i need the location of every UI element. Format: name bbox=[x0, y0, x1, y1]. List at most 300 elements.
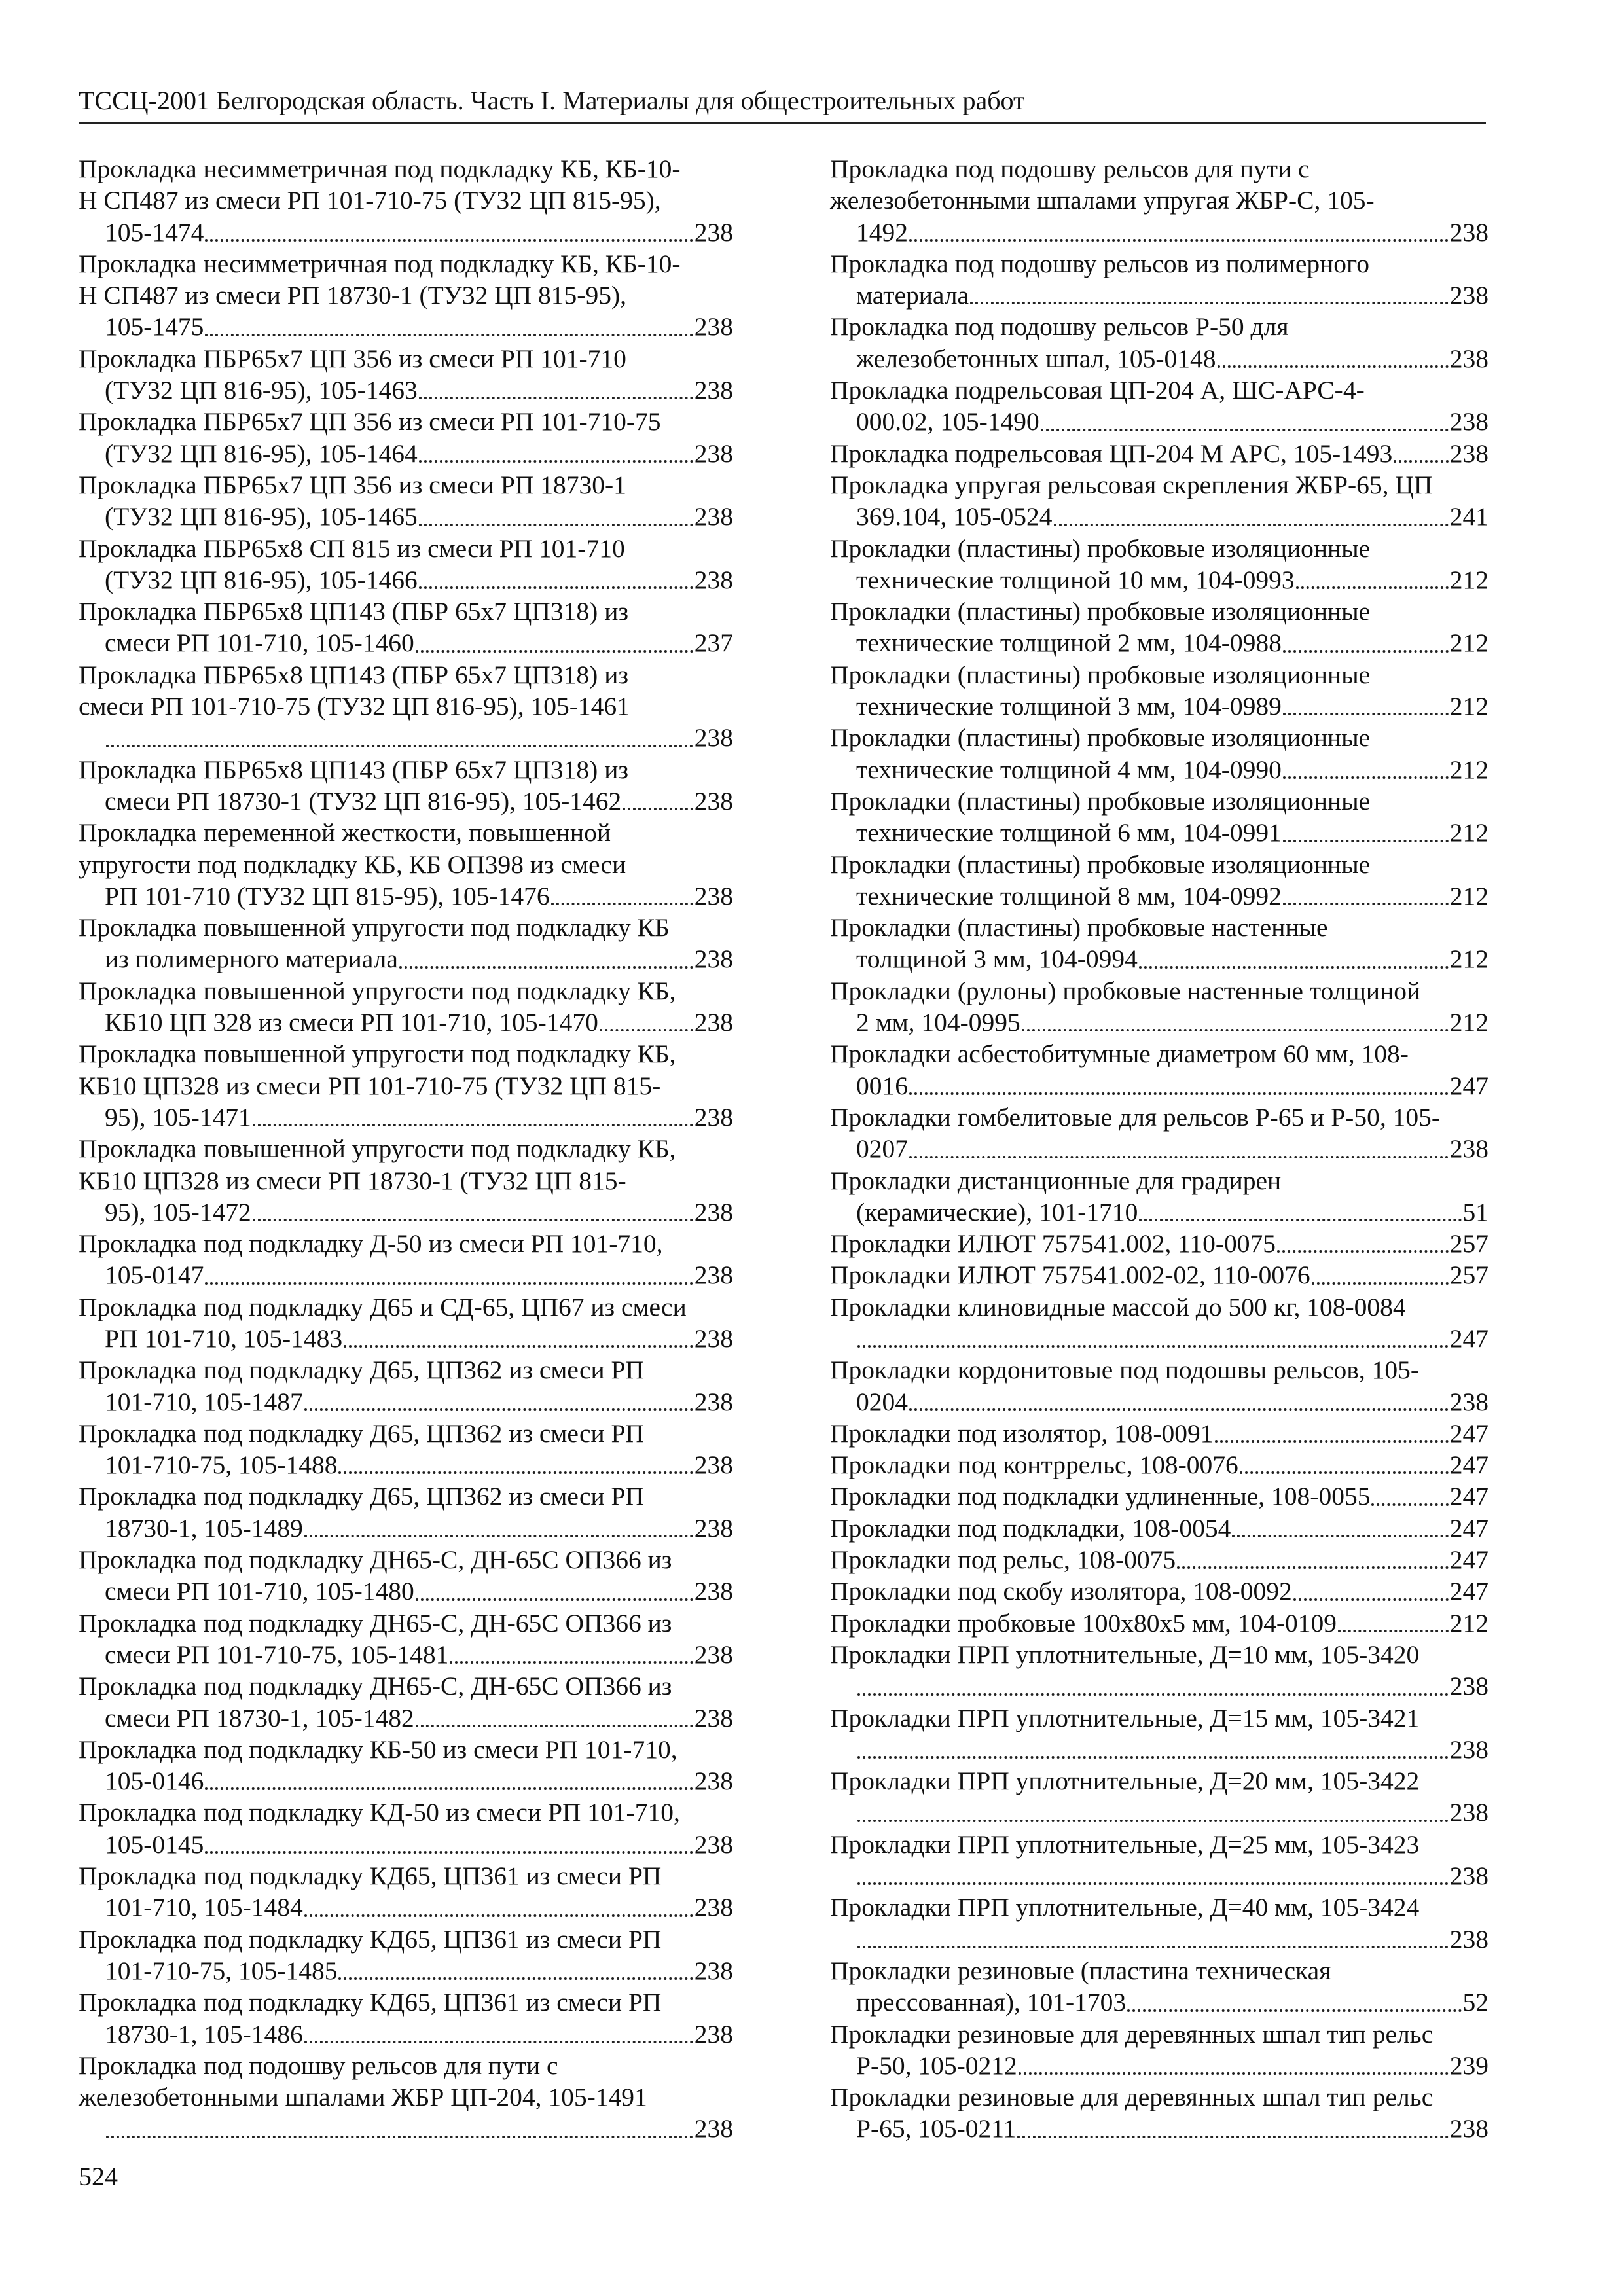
entry-text-line: Прокладки (пластины) пробковые изоляционные bbox=[830, 850, 1371, 879]
entry-tail bbox=[856, 754, 1489, 785]
entry-page-number: 237 bbox=[694, 628, 733, 658]
entry-text-line: Прокладки ПРП уплотнительные, Д=10 мм, 105-3420 bbox=[830, 1640, 1420, 1669]
entry-tail bbox=[105, 1955, 733, 1986]
entry-page-number: 241 bbox=[1449, 502, 1489, 531]
entry-tail bbox=[856, 817, 1489, 848]
entry-tail bbox=[105, 1702, 733, 1734]
entry-text-line: технические толщиной 4 мм, 104-0990 bbox=[856, 755, 1282, 784]
entry-text-line: 1492 bbox=[856, 217, 908, 247]
dot-leader bbox=[1022, 1029, 1449, 1031]
index-entry bbox=[79, 469, 733, 533]
entry-text-line: (ТУ32 ЦП 816-95), 105-1463 bbox=[105, 376, 418, 405]
entry-text-line: КБ10 ЦП 328 из смеси РП 101-710, 105-1470 bbox=[105, 1008, 598, 1037]
dot-leader bbox=[1218, 365, 1449, 368]
entry-tail bbox=[105, 785, 733, 817]
index-entry bbox=[830, 1480, 1489, 1512]
dot-leader bbox=[1338, 1630, 1449, 1632]
entry-page-number: 212 bbox=[1449, 1008, 1489, 1037]
index-entry bbox=[79, 596, 733, 659]
entry-text-line: Прокладка повышенной упругости под подкладку КБ, bbox=[79, 976, 676, 1005]
entry-page-number: 238 bbox=[1449, 1924, 1489, 1954]
index-entry bbox=[830, 374, 1489, 438]
entry-text-line: 18730-1, 105-1486 bbox=[105, 2019, 303, 2049]
entry-tail bbox=[856, 627, 1489, 658]
entry-text-line: 369.104, 105-0524 bbox=[856, 502, 1053, 531]
entry-text-line: Прокладки асбестобитумные диаметром 60 мм, 108- bbox=[830, 1039, 1409, 1069]
entry-text-line: Прокладки под скобу изолятора, 108-0092 bbox=[830, 1577, 1292, 1606]
dot-leader bbox=[909, 1156, 1449, 1158]
header-title: ТССЦ-2001 Белгородская область. Часть I. Материалы для общестроительных работ bbox=[79, 86, 1025, 115]
entry-tail bbox=[856, 1860, 1489, 1892]
entry-tail bbox=[856, 943, 1489, 975]
entry-text-line: Прокладка под подкладку Д65, ЦП362 из смеси РП bbox=[79, 1355, 644, 1385]
dot-leader bbox=[338, 1977, 693, 1980]
entry-text-line: 18730-1, 105-1489 bbox=[105, 1513, 303, 1543]
index-entry bbox=[830, 153, 1489, 248]
entry-text-line: (ТУ32 ЦП 816-95), 105-1466 bbox=[105, 565, 418, 594]
entry-text-line: прессованная), 101-1703 bbox=[856, 1988, 1127, 2017]
index-entry bbox=[79, 1986, 733, 2050]
dot-leader bbox=[1017, 2136, 1448, 2138]
index-entry bbox=[79, 343, 733, 406]
entry-text-line: Прокладки (пластины) пробковые изоляционные bbox=[830, 786, 1371, 816]
entry-page-number: 238 bbox=[694, 1197, 733, 1227]
index-entry bbox=[79, 1924, 733, 1987]
index-entry bbox=[830, 912, 1489, 975]
dot-leader bbox=[1054, 524, 1449, 526]
index-entry bbox=[830, 1544, 1489, 1575]
dot-leader bbox=[909, 1408, 1449, 1411]
dot-leader bbox=[304, 1408, 693, 1411]
entry-text-line: Прокладка под подкладку Д65 и СД-65, ЦП67 из смеси bbox=[79, 1292, 687, 1321]
entry-text-line: Н СП487 из смеси РП 18730-1 (ТУ32 ЦП 815-95), bbox=[79, 281, 626, 310]
index-entry bbox=[79, 1734, 733, 1797]
entry-text-line: смеси РП 101-710, 105-1460 bbox=[105, 628, 414, 658]
dot-leader bbox=[304, 1914, 693, 1917]
entry-text-line: 105-0145 bbox=[105, 1829, 204, 1859]
entry-tail bbox=[105, 1513, 733, 1544]
entry-text-line: Прокладка повышенной упругости под подкладку КБ, bbox=[79, 1134, 676, 1164]
entry-page-number: 239 bbox=[1449, 2051, 1489, 2080]
index-entry bbox=[830, 1449, 1489, 1480]
index-entry bbox=[79, 912, 733, 975]
index-entry bbox=[830, 1354, 1489, 1418]
dot-leader bbox=[1283, 840, 1449, 842]
entry-page-number: 212 bbox=[1449, 755, 1489, 784]
entry-page-number: 238 bbox=[694, 2114, 733, 2144]
index-entry bbox=[830, 438, 1489, 469]
entry-text-line: 105-0147 bbox=[105, 1261, 204, 1290]
dot-leader bbox=[419, 586, 693, 589]
entry-text-line: 2 мм, 104-0995 bbox=[856, 1008, 1020, 1037]
dot-leader bbox=[1296, 586, 1449, 589]
entry-tail bbox=[105, 501, 733, 532]
entry-text-line: из полимерного материала bbox=[105, 944, 398, 974]
entry-text-line: Прокладка под подкладку КД65, ЦП361 из смеси РП bbox=[79, 1924, 662, 1954]
index-entry bbox=[79, 754, 733, 817]
dot-leader bbox=[338, 1471, 693, 1474]
index-entry bbox=[830, 1765, 1489, 1829]
entry-text-line: Прокладка под подошву рельсов для пути с bbox=[79, 2051, 558, 2080]
entry-text-line: смеси РП 18730-1, 105-1482 bbox=[105, 1703, 414, 1732]
entry-page-number: 238 bbox=[694, 2019, 733, 2049]
entry-tail bbox=[105, 2018, 733, 2050]
entry-page-number: 238 bbox=[694, 217, 733, 247]
entry-page-number: 238 bbox=[694, 1829, 733, 1859]
index-entry bbox=[79, 1544, 733, 1607]
dot-leader bbox=[1283, 650, 1449, 653]
index-entry bbox=[830, 1228, 1489, 1259]
entry-page-number: 52 bbox=[1462, 1988, 1489, 2017]
index-entry bbox=[79, 1354, 733, 1418]
entry-text-line: Прокладка ПБР65х8 ЦП143 (ПБР 65х7 ЦП318) из bbox=[79, 597, 628, 626]
index-entry bbox=[830, 248, 1489, 312]
dot-leader bbox=[1312, 1282, 1449, 1285]
entry-text-line: железобетонными шпалами упругая ЖБР-С, 105- bbox=[830, 186, 1375, 215]
page-number: 524 bbox=[79, 2162, 118, 2191]
entry-text-line: 0204 bbox=[856, 1387, 908, 1416]
entry-text-line: Прокладка упругая рельсовая скрепления ЖБР-65, ЦП bbox=[830, 470, 1433, 499]
entry-tail bbox=[105, 1829, 733, 1860]
index-entry bbox=[830, 1259, 1489, 1291]
index-entry bbox=[830, 722, 1489, 785]
index-entry bbox=[830, 2081, 1489, 2145]
entry-text-line: (керамические), 101-1710 bbox=[856, 1197, 1138, 1227]
entry-text-line: смеси РП 18730-1 (ТУ32 ЦП 816-95), 105-1462 bbox=[105, 786, 622, 816]
entry-text-line: Прокладки под контррельс, 108-0076 bbox=[830, 1450, 1238, 1480]
entry-page-number: 212 bbox=[1449, 1608, 1489, 1638]
entry-page-number: 51 bbox=[1462, 1197, 1489, 1227]
dot-leader bbox=[205, 239, 693, 242]
dot-leader bbox=[1215, 1440, 1449, 1443]
entry-text-line: 105-0146 bbox=[105, 1767, 204, 1796]
index-entry bbox=[830, 1892, 1489, 1955]
entry-tail bbox=[856, 1196, 1489, 1228]
index-entry bbox=[79, 1133, 733, 1228]
entry-tail bbox=[856, 1133, 1489, 1164]
entry-tail bbox=[856, 691, 1489, 722]
entry-tail bbox=[105, 1386, 733, 1418]
entry-page-number: 238 bbox=[694, 1008, 733, 1037]
index-entry bbox=[830, 975, 1489, 1039]
entry-text-line: материала bbox=[856, 281, 969, 310]
entry-page-number: 238 bbox=[1449, 2114, 1489, 2144]
dot-leader bbox=[416, 1598, 693, 1601]
entry-text-line: Прокладка под подкладку КБ-50 из смеси РП 101-710, bbox=[79, 1734, 677, 1764]
entry-page-number: 238 bbox=[1449, 1861, 1489, 1891]
entry-tail bbox=[105, 1196, 733, 1228]
entry-text-line: Прокладки клиновидные массой до 500 кг, 108-0084 bbox=[830, 1292, 1406, 1321]
entry-page-number: 238 bbox=[694, 1102, 733, 1132]
entry-tail bbox=[856, 217, 1489, 248]
index-entry bbox=[79, 1797, 733, 1860]
entry-page-number: 212 bbox=[1449, 944, 1489, 974]
index-entry bbox=[830, 1513, 1489, 1544]
entry-page-number: 238 bbox=[694, 1387, 733, 1416]
entry-page-number: 247 bbox=[1449, 1450, 1489, 1480]
dot-leader bbox=[205, 1282, 693, 1285]
entry-text-line: 0207 bbox=[856, 1134, 908, 1164]
entry-text-line: Прокладки гомбелитовые для рельсов Р-65 и Р-50, 105- bbox=[830, 1102, 1440, 1132]
entry-text-line: 000.02, 105-1490 bbox=[856, 407, 1039, 437]
entry-tail bbox=[830, 1513, 1489, 1544]
entry-text-line: Прокладки (пластины) пробковые изоляционные bbox=[830, 723, 1371, 753]
index-column-left bbox=[79, 153, 733, 2145]
entry-text-line: железобетонными шпалами ЖБР ЦП-204, 105-1491 bbox=[79, 2083, 647, 2112]
entry-page-number: 238 bbox=[1449, 1134, 1489, 1164]
index-entry bbox=[79, 2050, 733, 2145]
entry-tail bbox=[856, 2113, 1489, 2144]
dot-leader bbox=[304, 1535, 693, 1537]
entry-text-line: Прокладки (пластины) пробковые изоляционные bbox=[830, 597, 1371, 626]
entry-tail bbox=[856, 1323, 1489, 1354]
entry-text-line: Прокладки под подкладки, 108-0054 bbox=[830, 1513, 1231, 1543]
index-entry bbox=[830, 311, 1489, 374]
index-entry bbox=[79, 248, 733, 343]
entry-text-line: 101-710-75, 105-1488 bbox=[105, 1450, 338, 1480]
dot-leader bbox=[399, 966, 693, 969]
entry-text-line: Прокладка под подошву рельсов Р-50 для bbox=[830, 312, 1289, 342]
entry-tail bbox=[105, 1765, 733, 1797]
entry-page-number: 238 bbox=[1449, 1734, 1489, 1764]
index-entry bbox=[79, 1418, 733, 1481]
entry-tail bbox=[105, 722, 733, 753]
dot-leader bbox=[1019, 2072, 1449, 2075]
entry-page-number: 238 bbox=[694, 376, 733, 405]
index-entry bbox=[830, 2018, 1489, 2082]
entry-text-line: Прокладка подрельсовая ЦП-204 А, ШС-АРС-4- bbox=[830, 376, 1365, 405]
index-entry bbox=[830, 1607, 1489, 1639]
entry-text-line: 105-1475 bbox=[105, 312, 204, 342]
dot-leader bbox=[623, 808, 693, 810]
dot-leader bbox=[253, 1124, 693, 1126]
entry-tail bbox=[856, 2050, 1489, 2081]
entry-tail bbox=[105, 438, 733, 469]
index-entry bbox=[830, 1038, 1489, 1102]
entry-text-line: Прокладка повышенной упругости под подкладку КБ bbox=[79, 913, 670, 942]
entry-text-line: смеси РП 101-710-75 (ТУ32 ЦП 816-95), 105-1461 bbox=[79, 692, 630, 721]
entry-tail bbox=[105, 311, 733, 342]
index-entry bbox=[830, 596, 1489, 659]
dot-leader bbox=[1127, 2009, 1461, 2012]
dot-leader bbox=[1283, 713, 1449, 715]
dot-leader bbox=[1283, 903, 1449, 905]
index-entry bbox=[830, 1639, 1489, 1702]
index-entry bbox=[79, 1670, 733, 1734]
index-entry bbox=[830, 1291, 1489, 1355]
entry-tail bbox=[856, 343, 1489, 374]
entry-page-number: 247 bbox=[1449, 1071, 1489, 1100]
index-entry bbox=[79, 1291, 733, 1355]
entry-tail bbox=[105, 2113, 733, 2144]
entry-text-line: Прокладка несимметричная под подкладку КБ, КБ-10- bbox=[79, 154, 681, 183]
entry-tail bbox=[856, 1670, 1489, 1702]
dot-leader bbox=[1177, 1566, 1449, 1569]
entry-tail bbox=[856, 880, 1489, 912]
dot-leader bbox=[253, 1219, 693, 1221]
entry-page-number: 212 bbox=[1449, 818, 1489, 848]
index-entry bbox=[830, 659, 1489, 723]
entry-text-line: 0016 bbox=[856, 1071, 908, 1100]
entry-tail bbox=[830, 438, 1489, 469]
entry-page-number: 238 bbox=[1449, 439, 1489, 468]
entry-text-line: Р-65, 105-0211 bbox=[856, 2114, 1017, 2144]
entry-tail bbox=[105, 1575, 733, 1607]
entry-text-line: Прокладка под подкладку Д65, ЦП362 из смеси РП bbox=[79, 1418, 644, 1448]
entry-page-number: 257 bbox=[1449, 1229, 1489, 1259]
entry-text-line: смеси РП 101-710, 105-1480 bbox=[105, 1577, 414, 1606]
dot-leader bbox=[600, 1029, 693, 1031]
entry-text-line: Прокладка ПБР65х8 СП 815 из смеси РП 101-710 bbox=[79, 533, 625, 563]
index-entry bbox=[830, 1575, 1489, 1607]
entry-text-line: Прокладка под подкладку ДН65-С, ДН-65С ОП366 из bbox=[79, 1608, 672, 1638]
dot-leader bbox=[416, 1725, 693, 1727]
entry-page-number: 238 bbox=[694, 881, 733, 910]
entry-tail bbox=[830, 1607, 1489, 1639]
entry-tail bbox=[830, 1228, 1489, 1259]
entry-text-line: (ТУ32 ЦП 816-95), 105-1465 bbox=[105, 502, 418, 531]
index-entry bbox=[830, 849, 1489, 912]
entry-tail bbox=[856, 406, 1489, 437]
dot-leader bbox=[416, 650, 693, 653]
entry-text-line: Прокладка повышенной упругости под подкладку КБ, bbox=[79, 1039, 676, 1069]
entry-text-line: технические толщиной 6 мм, 104-0991 bbox=[856, 818, 1282, 848]
entry-tail bbox=[856, 1986, 1489, 2018]
entry-text-line: РП 101-710, 105-1483 bbox=[105, 1323, 343, 1353]
dot-leader bbox=[857, 1946, 1449, 1948]
entry-tail bbox=[105, 1892, 733, 1923]
entry-tail bbox=[856, 1924, 1489, 1955]
index-entry bbox=[830, 1829, 1489, 1892]
dot-leader bbox=[205, 1851, 693, 1854]
dot-leader bbox=[419, 460, 693, 463]
entry-page-number: 247 bbox=[1449, 1482, 1489, 1511]
dot-leader bbox=[857, 1820, 1449, 1822]
entry-text-line: Прокладка ПБР65х7 ЦП 356 из смеси РП 18730-1 bbox=[79, 470, 626, 499]
entry-text-line: смеси РП 101-710-75, 105-1481 bbox=[105, 1640, 449, 1669]
dot-leader bbox=[857, 1693, 1449, 1696]
index-entry bbox=[79, 975, 733, 1039]
entry-page-number: 238 bbox=[1449, 407, 1489, 437]
entry-tail bbox=[856, 501, 1489, 532]
entry-tail bbox=[830, 1544, 1489, 1575]
entry-text-line: технические толщиной 3 мм, 104-0989 bbox=[856, 692, 1282, 721]
index-entry bbox=[79, 1860, 733, 1924]
index-entry bbox=[79, 1607, 733, 1671]
dot-leader bbox=[909, 1092, 1449, 1095]
entry-page-number: 238 bbox=[694, 723, 733, 753]
entry-text-line: Прокладки ПРП уплотнительные, Д=40 мм, 105-3424 bbox=[830, 1893, 1420, 1922]
entry-text-line: КБ10 ЦП328 из смеси РП 101-710-75 (ТУ32 ЦП 815- bbox=[79, 1071, 661, 1100]
entry-text-line: КБ10 ЦП328 из смеси РП 18730-1 (ТУ32 ЦП 815- bbox=[79, 1166, 626, 1195]
entry-page-number: 247 bbox=[1449, 1513, 1489, 1543]
entry-text-line: Прокладки резиновые (пластина техническая bbox=[830, 1956, 1331, 1985]
entry-text-line: Р-50, 105-0212 bbox=[856, 2051, 1017, 2080]
entry-page-number: 247 bbox=[1449, 1545, 1489, 1575]
dot-leader bbox=[419, 524, 693, 526]
dot-leader bbox=[1277, 1250, 1449, 1253]
dot-leader bbox=[1139, 1219, 1461, 1221]
index-entry bbox=[79, 817, 733, 912]
dot-leader bbox=[419, 397, 693, 399]
entry-tail bbox=[830, 1449, 1489, 1480]
entry-text-line: Прокладки (рулоны) пробковые настенные толщиной bbox=[830, 976, 1421, 1005]
index-entry bbox=[830, 1955, 1489, 2018]
entry-text-line: Прокладки ПРП уплотнительные, Д=15 мм, 105-3421 bbox=[830, 1703, 1420, 1732]
entry-text-line: Прокладки дистанционные для градирен bbox=[830, 1166, 1282, 1195]
entry-page-number: 238 bbox=[694, 1261, 733, 1290]
entry-text-line: Прокладки под рельс, 108-0075 bbox=[830, 1545, 1176, 1575]
entry-text-line: Прокладка под подкладку ДН65-С, ДН-65С ОП366 из bbox=[79, 1672, 672, 1701]
entry-page-number: 238 bbox=[1449, 344, 1489, 373]
entry-tail bbox=[856, 564, 1489, 596]
index-entry bbox=[79, 533, 733, 596]
entry-text-line: Прокладки ИЛЮТ 757541.002, 110-0075 bbox=[830, 1229, 1276, 1259]
entry-text-line: Прокладки кордонитовые под подошвы рельсов, 105- bbox=[830, 1355, 1420, 1385]
entry-page-number: 212 bbox=[1449, 692, 1489, 721]
entry-page-number: 238 bbox=[694, 1767, 733, 1796]
entry-tail bbox=[105, 943, 733, 975]
entry-tail bbox=[856, 1797, 1489, 1828]
entry-page-number: 238 bbox=[1449, 1672, 1489, 1701]
entry-text-line: РП 101-710 (ТУ32 ЦП 815-95), 105-1476 bbox=[105, 881, 550, 910]
entry-text-line: Прокладки (пластины) пробковые изоляционные bbox=[830, 660, 1371, 689]
entry-page-number: 238 bbox=[694, 1323, 733, 1353]
dot-leader bbox=[857, 1882, 1449, 1885]
entry-text-line: Прокладка под подкладку КД65, ЦП361 из смеси РП bbox=[79, 1988, 662, 2017]
entry-text-line: Прокладки под изолятор, 108-0091 bbox=[830, 1418, 1214, 1448]
entry-tail bbox=[856, 1386, 1489, 1418]
entry-page-number: 257 bbox=[1449, 1261, 1489, 1290]
entry-page-number: 238 bbox=[694, 1450, 733, 1480]
dot-leader bbox=[106, 745, 693, 747]
entry-page-number: 238 bbox=[694, 944, 733, 974]
entry-text-line: Прокладки пробковые 100х80х5 мм, 104-0109 bbox=[830, 1608, 1337, 1638]
entry-text-line: Н СП487 из смеси РП 101-710-75 (ТУ32 ЦП 815-95), bbox=[79, 186, 661, 215]
entry-text-line: (ТУ32 ЦП 816-95), 105-1464 bbox=[105, 439, 418, 468]
entry-tail bbox=[856, 279, 1489, 311]
entry-page-number: 238 bbox=[694, 1577, 733, 1606]
dot-leader bbox=[106, 2136, 693, 2138]
dot-leader bbox=[205, 1787, 693, 1790]
entry-page-number: 238 bbox=[694, 565, 733, 594]
entry-page-number: 238 bbox=[1449, 217, 1489, 247]
dot-leader bbox=[857, 1756, 1449, 1759]
dot-leader bbox=[1139, 966, 1449, 969]
entry-tail bbox=[830, 1480, 1489, 1512]
entry-text-line: Прокладка ПБР65х7 ЦП 356 из смеси РП 101-710-75 bbox=[79, 407, 661, 437]
index-column-right bbox=[830, 153, 1489, 2145]
entry-text-line: 95), 105-1471 bbox=[105, 1102, 251, 1132]
entry-page-number: 238 bbox=[694, 1513, 733, 1543]
entry-text-line: Прокладки (пластины) пробковые изоляционные bbox=[830, 533, 1371, 563]
entry-page-number: 247 bbox=[1449, 1418, 1489, 1448]
entry-text-line: толщиной 3 мм, 104-0994 bbox=[856, 944, 1138, 974]
entry-text-line: 101-710, 105-1487 bbox=[105, 1387, 303, 1416]
entry-page-number: 212 bbox=[1449, 565, 1489, 594]
dot-leader bbox=[205, 334, 693, 336]
entry-text-line: Прокладка несимметричная под подкладку КБ, КБ-10- bbox=[79, 249, 681, 278]
entry-tail bbox=[105, 1102, 733, 1133]
index-entry bbox=[79, 1038, 733, 1133]
dot-leader bbox=[551, 903, 693, 905]
entry-text-line: Прокладка ПБР65х8 ЦП143 (ПБР 65х7 ЦП318) из bbox=[79, 660, 628, 689]
entry-page-number: 247 bbox=[1449, 1323, 1489, 1353]
dot-leader bbox=[1232, 1535, 1448, 1537]
entry-page-number: 238 bbox=[694, 786, 733, 816]
entry-page-number: 238 bbox=[694, 1893, 733, 1922]
entry-tail bbox=[105, 1259, 733, 1291]
